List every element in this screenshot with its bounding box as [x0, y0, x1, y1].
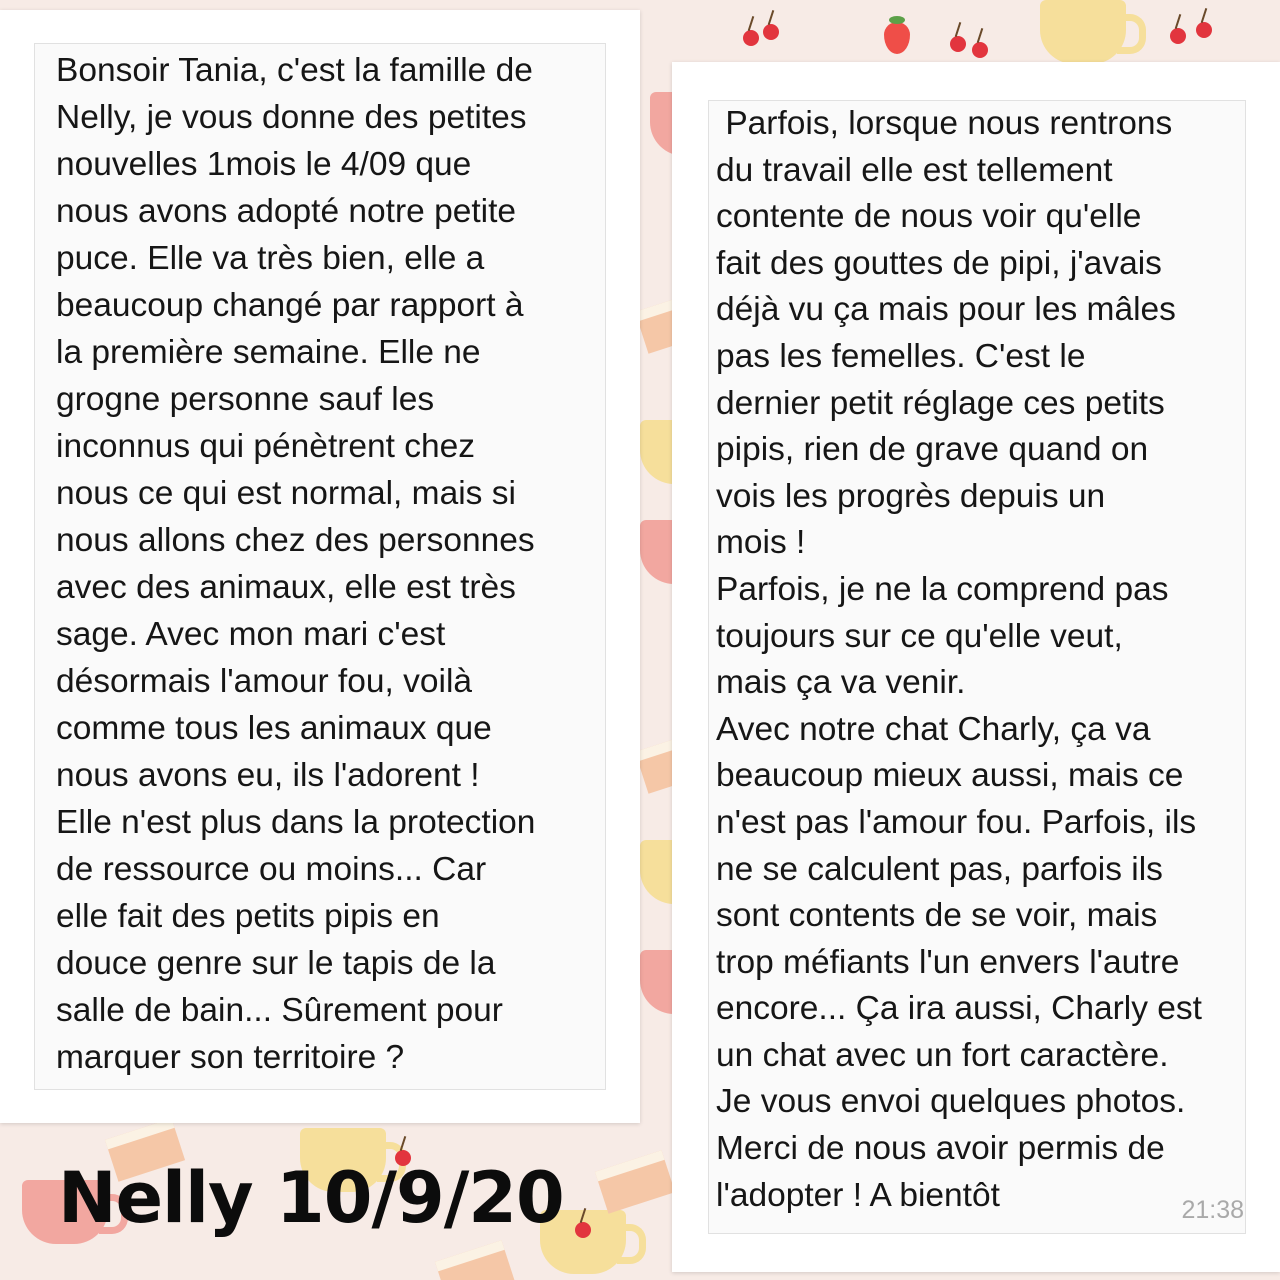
cherry-decoration	[575, 1222, 591, 1238]
strawberry-decoration	[884, 22, 910, 54]
cherry-decoration	[1196, 22, 1212, 38]
cherry-decoration	[1170, 28, 1186, 44]
cherry-decoration	[972, 42, 988, 58]
message-timestamp: 21:38	[1181, 1196, 1244, 1224]
cherry-decoration	[950, 36, 966, 52]
cake-slice-decoration	[435, 1240, 515, 1280]
teacup-decoration	[1040, 0, 1126, 64]
left-message-text: Bonsoir Tania, c'est la famille de Nelly, je vous donne des petites nouvelles 1mois le 4/09 que nous avons adopté notre petite puce. Elle va très bien, elle a beaucoup changé par rapport à la première semaine. Elle ne grogne personne sauf les inconnus qui pénètrent chez nous ce qui est normal, mais si nous allons chez des personnes avec des animaux, elle est très sage. Avec mon mari c'est désormais l'amour fou, voilà comme tous les animaux que nous avons eu, ils l'adorent ! Elle n'est plus dans la protection de ressource ou moins... Car elle fait des petits pipis en douce genre sur le tapis de la salle de bain... Sûrement pour marquer son territoire ?	[56, 52, 536, 1076]
cake-slice-decoration	[595, 1150, 675, 1213]
cherry-decoration	[743, 30, 759, 46]
photo-caption: Nelly 10/9/20	[58, 1157, 564, 1239]
cherry-decoration	[763, 24, 779, 40]
right-message-text: Parfois, lorsque nous rentrons du travail elle est tellement contente de nous voir qu'elle fait des gouttes de pipi, j'avais déjà vu ça mais pour les mâles pas les femelles. C'est le dernier petit réglage ces petits pipis, rien de grave quand on vois les progrès depuis un mois ! Parfois, je ne la comprend pas toujours sur ce qu'elle veut, mais ça va venir. Avec notre chat Charly, ça va beaucoup mieux aussi, mais ce n'est pas l'amour fou. Parfois, ils ne se calculent pas, parfois ils sont contents de se voir, mais trop méfiants l'un envers l'autre encore... Ça ira aussi, Charly est un chat avec un fort caractère. Je vous envoi quelques photos. Merci de nous avoir permis de l'adopter ! A bientôt	[716, 105, 1202, 1214]
